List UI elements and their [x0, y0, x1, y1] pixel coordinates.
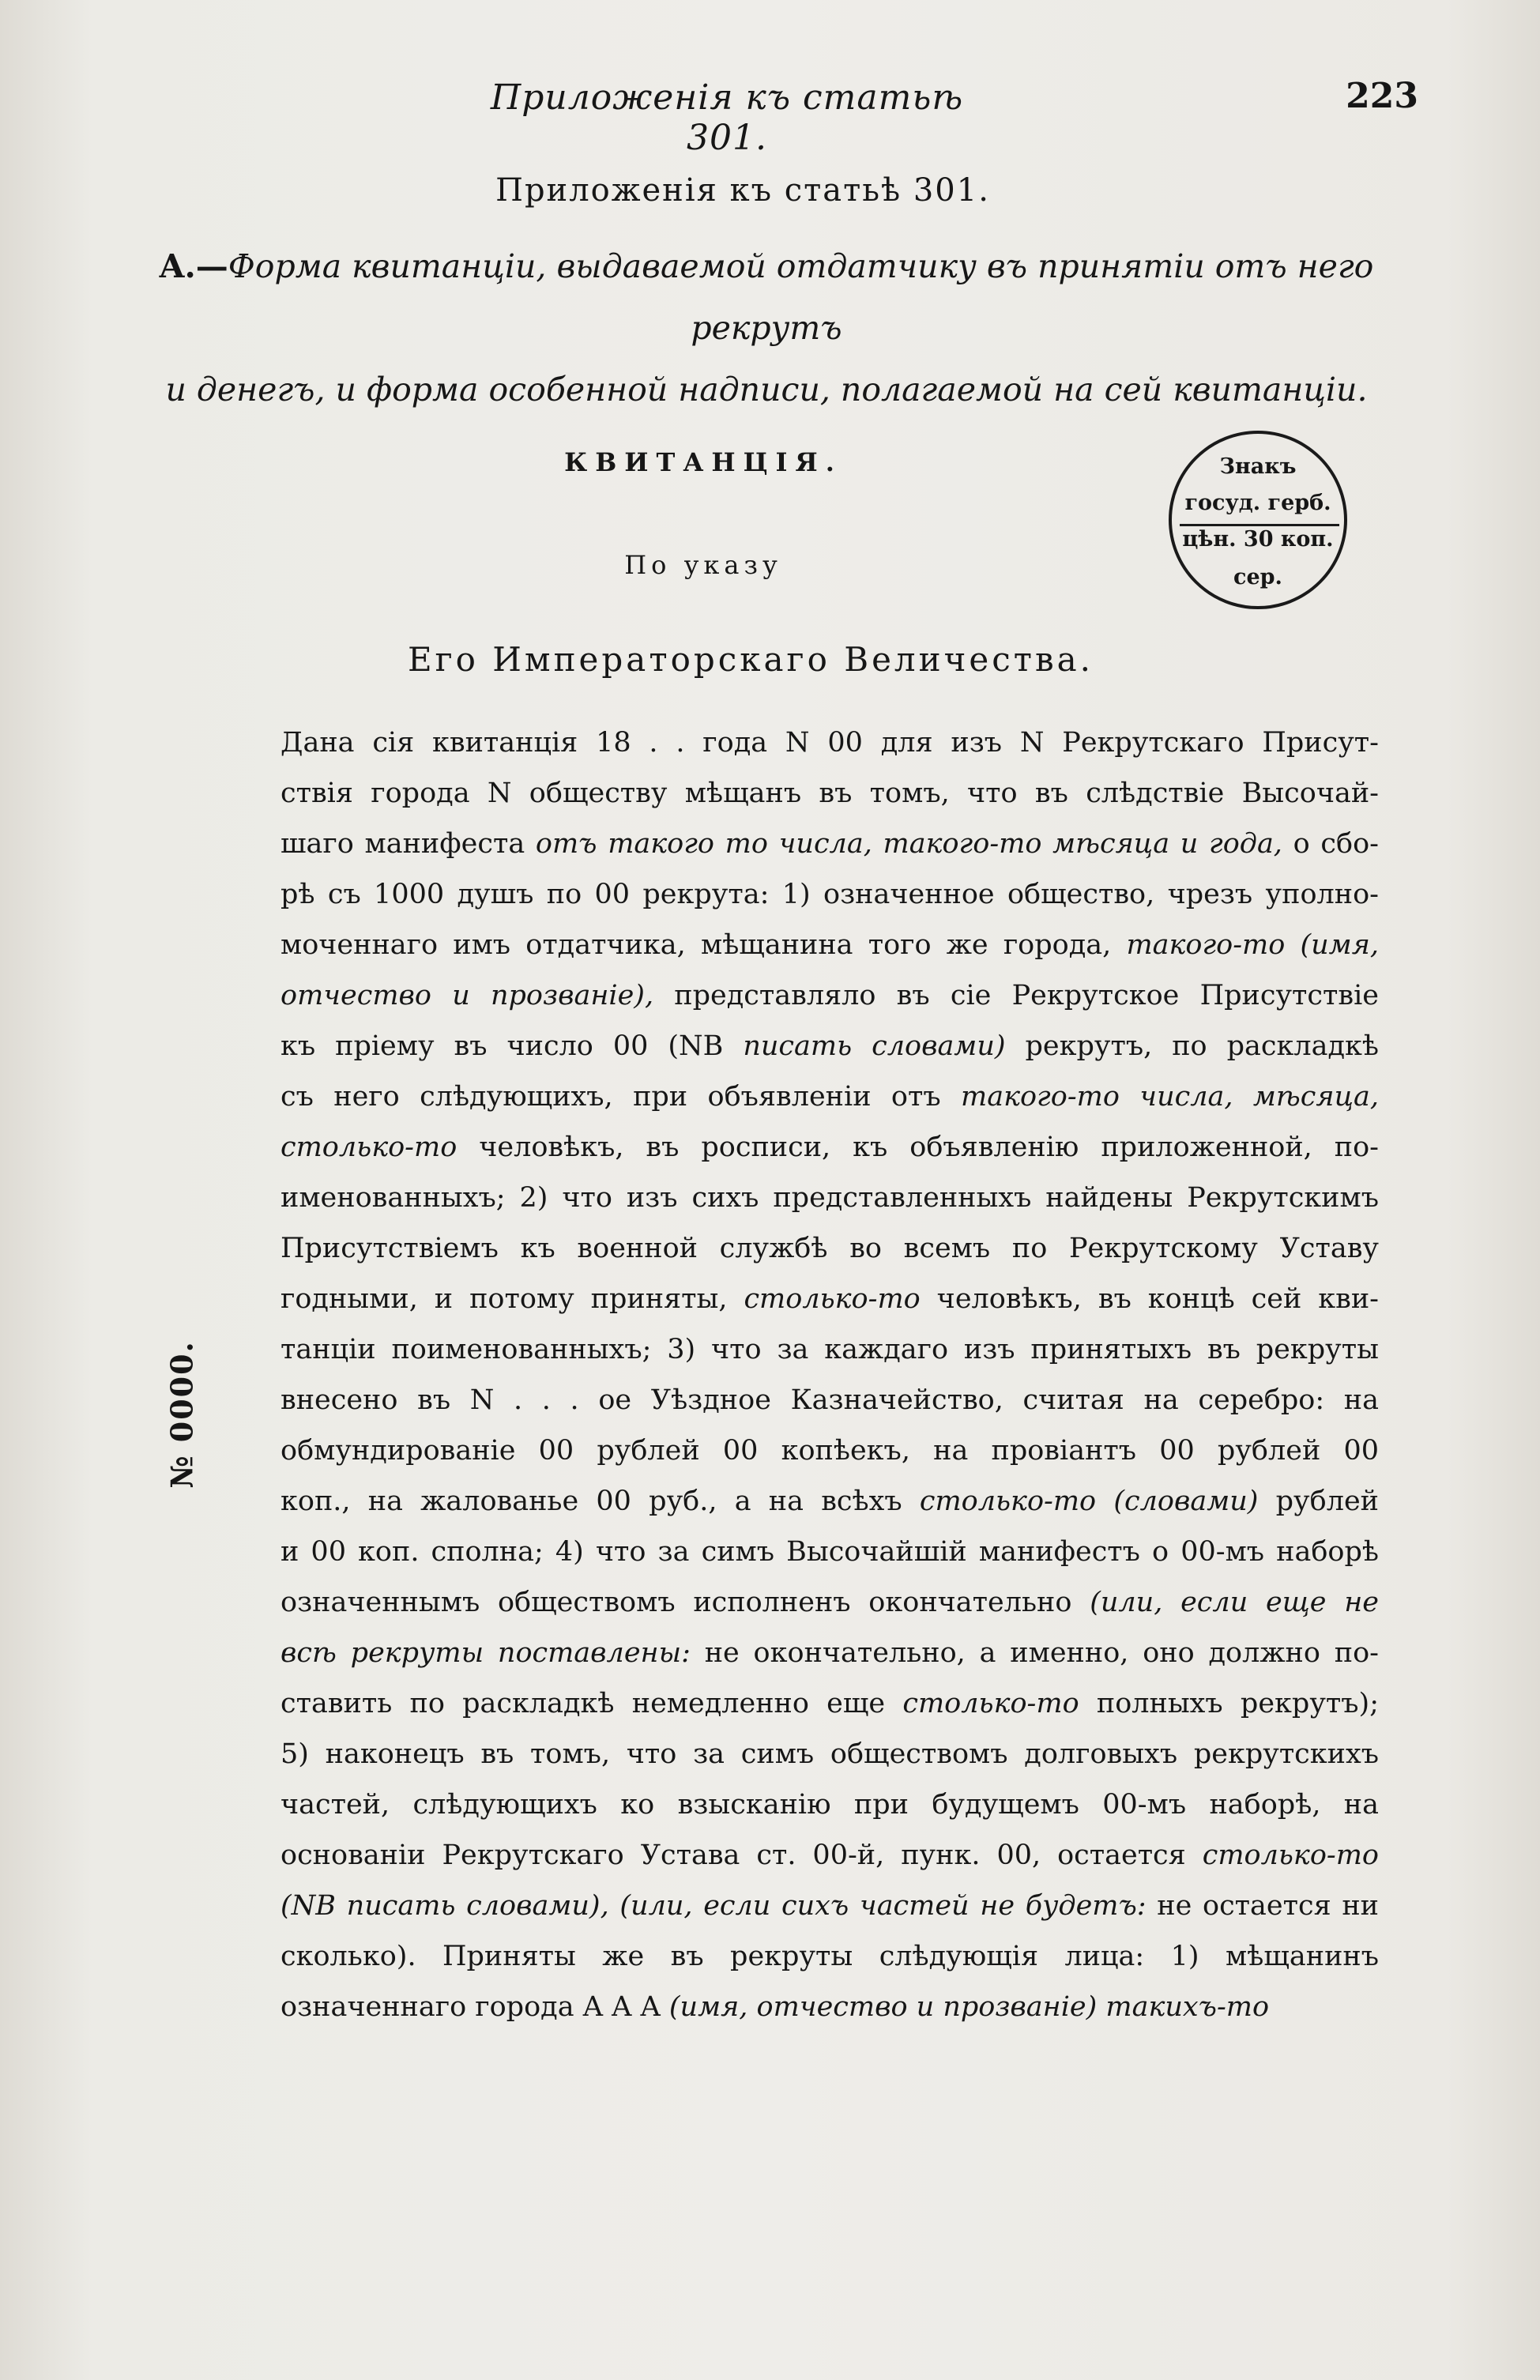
body-line — [281, 768, 1379, 819]
body-line — [281, 717, 1379, 768]
text-segment: не остается ни — [1146, 1890, 1379, 1922]
italic-segment: столько-то — [744, 1283, 921, 1315]
text-segment: именованныхъ; 2) что изъ сихъ представленныхъ найдены Рекрутскимъ — [281, 1182, 1379, 1214]
italic-segment: столько-то (словами) — [919, 1486, 1259, 1517]
body-line — [281, 1122, 1379, 1173]
body-line — [281, 970, 1379, 1021]
stamp-divider — [1180, 524, 1339, 526]
section-heading: Приложенія къ статьѣ 301. — [495, 172, 990, 209]
text-segment: 5) наконецъ въ томъ, что за симъ обществомъ долговыхъ рекрутскихъ — [281, 1738, 1379, 1770]
text-segment: годными, и потому приняты, — [281, 1283, 744, 1315]
italic-segment: столько-то — [281, 1132, 457, 1163]
by-decree-heading: По указу — [624, 550, 782, 580]
text-segment: коп., на жалованье 00 руб., а на всѣхъ — [281, 1486, 920, 1517]
body-line — [281, 1021, 1379, 1071]
body-line — [281, 1577, 1379, 1628]
body-line — [281, 1527, 1379, 1577]
body-line — [281, 1678, 1379, 1729]
body-line — [281, 1274, 1379, 1324]
body-line — [281, 1779, 1379, 1830]
text-segment: представляло въ сіе Рекрутское Присутствіе — [653, 980, 1379, 1011]
body-line — [281, 1476, 1379, 1527]
text-segment: ставить по раскладкѣ немедленно еще — [281, 1688, 903, 1719]
italic-segment: (или, если еще не — [1090, 1587, 1379, 1618]
body-line — [281, 1324, 1379, 1375]
body-line — [281, 1628, 1379, 1678]
text-segment: и 00 коп. сполна; 4) что за симъ Высочайшій манифестъ о 00-мъ наборѣ — [281, 1536, 1379, 1568]
form-title-line-2: и денегъ, и форма особенной надписи, полагаемой на сей квитанціи. — [165, 371, 1368, 409]
receipt-title: КВИТАНЦІЯ. — [564, 447, 842, 477]
text-segment: означеннаго города A A A — [281, 1991, 669, 2023]
text-segment: человѣкъ, въ концѣ сей кви- — [920, 1283, 1379, 1315]
stamp-line-2: госуд. герб. — [1184, 491, 1331, 515]
body-line — [281, 819, 1379, 869]
text-segment: шаго манифеста — [281, 828, 536, 860]
italic-segment: писать словами) — [743, 1030, 1006, 1062]
italic-segment: (имя, отчество и прозваніе) такихъ-то — [668, 1991, 1270, 2023]
majesty-heading: Его Императорскаго Величества. — [407, 640, 1094, 679]
text-segment: къ пріему въ число 00 (NB — [281, 1030, 744, 1062]
body-line — [281, 1071, 1379, 1122]
body-line — [281, 1982, 1379, 2032]
body-line — [281, 1375, 1379, 1425]
stamp-line-1: Знакъ — [1219, 454, 1297, 479]
italic-segment: столько-то — [1202, 1840, 1379, 1871]
italic-segment: такого-то числа, мѣсяца, — [961, 1081, 1379, 1113]
italic-segment: отчество и прозваніе), — [281, 980, 654, 1011]
text-segment: моченнаго имъ отдатчика, мѣщанина того же города, — [281, 929, 1127, 961]
body-line — [281, 1931, 1379, 1982]
form-title-text: Форма квитанціи, выдаваемой отдатчику въ принятіи отъ него рекрутъ — [228, 247, 1374, 347]
form-title — [103, 235, 1430, 420]
text-segment: Дана сія квитанція 18 . . года N 00 для изъ N Рекрутскаго Присут- — [281, 727, 1379, 759]
text-segment: означеннымъ обществомъ исполненъ окончательно — [281, 1587, 1090, 1618]
body-line — [281, 869, 1379, 920]
text-segment: частей, слѣдующихъ ко взысканію при будущемъ 00-мъ наборѣ, на — [281, 1789, 1379, 1821]
receipt-body-text — [281, 717, 1379, 2032]
text-segment: человѣкъ, въ росписи, къ объявленію приложенной, по- — [457, 1132, 1379, 1163]
italic-segment: всѣ рекруты поставлены: — [281, 1637, 691, 1669]
text-segment: о сбо- — [1282, 828, 1379, 860]
receipt-number-vertical: № 0000. — [164, 1340, 200, 1489]
body-line — [281, 920, 1379, 970]
text-segment: обмундированіе 00 рублей 00 копѣекъ, на провіантъ 00 рублей 00 — [281, 1435, 1379, 1467]
text-segment: не окончательно, а именно, оно должно по- — [690, 1637, 1379, 1669]
text-segment: съ него слѣдующихъ, при объявленіи отъ — [281, 1081, 962, 1113]
body-line — [281, 1830, 1379, 1881]
italic-segment: отъ такого то числа, такого-то мѣсяца и года, — [535, 828, 1282, 860]
italic-segment: столько-то — [902, 1688, 1079, 1719]
stamp-line-3: цѣн. 30 коп. — [1182, 527, 1334, 552]
body-line — [281, 1881, 1379, 1931]
body-line — [281, 1223, 1379, 1274]
stamp-duty-seal — [1169, 431, 1347, 609]
body-line — [281, 1425, 1379, 1476]
text-segment: рѣ съ 1000 душъ по 00 рекрута: 1) означенное общество, чрезъ уполно- — [281, 879, 1379, 910]
text-segment: полныхъ рекрутъ); — [1079, 1688, 1379, 1719]
text-segment: основаніи Рекрутскаго Устава ст. 00-й, пунк. 00, остается — [281, 1840, 1203, 1871]
stamp-line-4: сер. — [1233, 565, 1282, 589]
text-segment: рублей — [1258, 1486, 1379, 1517]
form-title-line-1 — [103, 235, 1430, 359]
page-number: 223 — [1346, 76, 1418, 116]
italic-segment: такого-то (имя, — [1126, 929, 1379, 961]
text-segment: Присутствіемъ къ военной службѣ во всемъ по Рекрутскому Уставу — [281, 1233, 1379, 1264]
running-title: Приложенія къ статьѣ 301. — [490, 77, 964, 158]
text-segment: ствія города N обществу мѣщанъ въ томъ, что въ слѣдствіе Высочай- — [281, 778, 1379, 809]
text-segment: сколько). Приняты же въ рекруты слѣдующія лица: 1) мѣщанинъ — [281, 1941, 1379, 1972]
text-segment: внесено въ N . . . ое Уѣздное Казначейство, считая на серебро: на — [281, 1384, 1379, 1416]
italic-segment: (NB писать словами), (или, если сихъ частей не будетъ: — [281, 1890, 1147, 1922]
body-line — [281, 1729, 1379, 1779]
body-line — [281, 1173, 1379, 1223]
text-segment: рекрутъ, по раскладкѣ — [1005, 1030, 1379, 1062]
text-segment: танціи поименованныхъ; 3) что за каждаго изъ принятыхъ въ рекруты — [281, 1334, 1379, 1365]
form-letter: A.— — [159, 247, 228, 285]
